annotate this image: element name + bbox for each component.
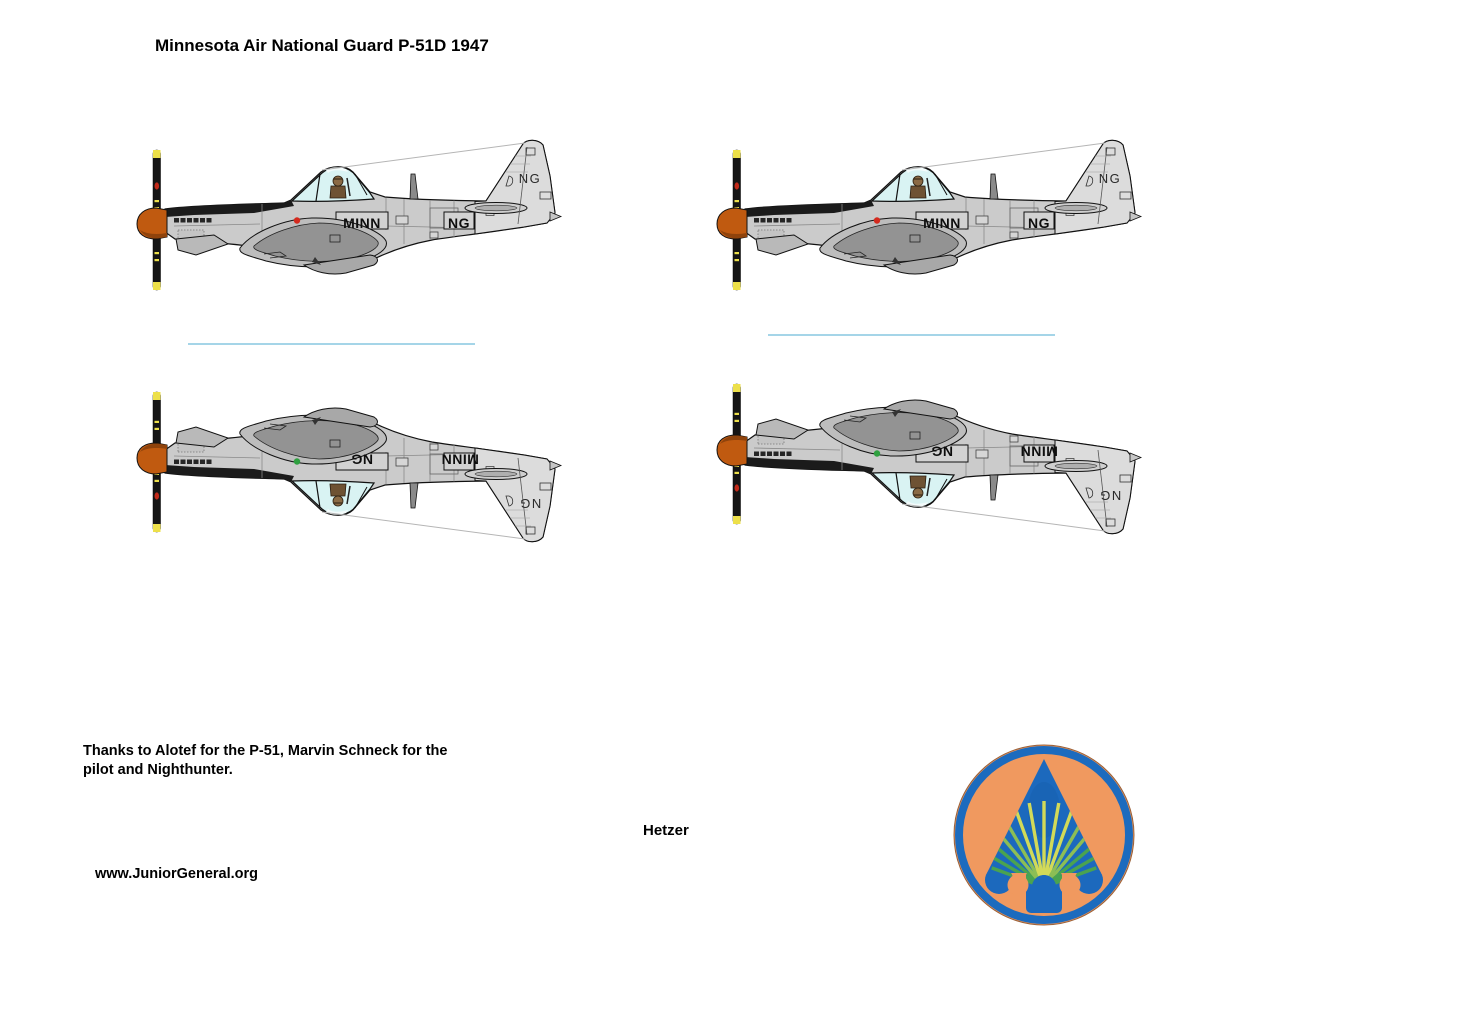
aircraft-bottom-left xyxy=(137,392,561,542)
tail-code: NG xyxy=(518,496,542,511)
tail-code: NG xyxy=(1098,488,1122,503)
nav-light xyxy=(874,217,880,223)
nav-light xyxy=(294,458,300,464)
aircraft-top-right xyxy=(717,140,1141,290)
fuselage-marking-mid: MINN xyxy=(923,215,961,231)
arrowhead-notch-right xyxy=(1060,875,1081,896)
fuselage-marking-mid: NG xyxy=(931,443,953,460)
nav-light xyxy=(874,450,880,456)
page-title: Minnesota Air National Guard P-51D 1947 xyxy=(155,36,489,55)
nav-light xyxy=(294,217,300,223)
credits-line-2: pilot and Nighthunter. xyxy=(83,762,233,778)
fuselage-marking-mid: NG xyxy=(351,451,373,468)
fuselage-marking-aft: NG xyxy=(1028,215,1050,231)
fuselage-marking-aft: MINN xyxy=(441,451,479,468)
squadron-emblem xyxy=(954,745,1134,925)
tail-code: NG xyxy=(518,171,542,186)
fuselage-marking-aft: NG xyxy=(448,215,470,231)
credits-line-1: Thanks to Alotef for the P-51, Marvin Schneck for the xyxy=(83,743,448,759)
aircraft-bottom-right xyxy=(717,384,1141,534)
arrowhead-notch-left xyxy=(1008,875,1029,896)
fuselage-marking-aft: MINN xyxy=(1020,443,1058,460)
author-name: Hetzer xyxy=(643,822,689,839)
website-url: www.JuniorGeneral.org xyxy=(95,866,259,882)
fuselage-marking-mid: MINN xyxy=(343,215,381,231)
credits-text xyxy=(83,742,447,780)
tail-code: NG xyxy=(1098,171,1122,186)
aircraft-top-left xyxy=(137,140,561,290)
